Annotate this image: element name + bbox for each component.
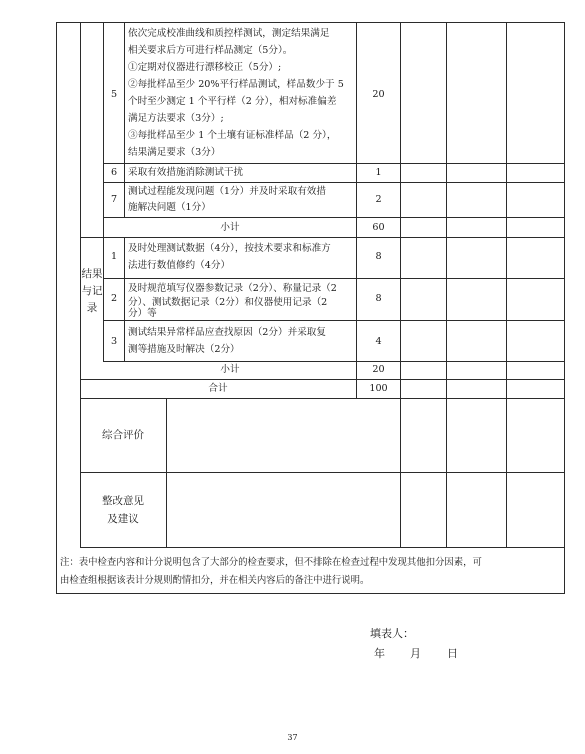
rectification-label-line2: 及建议: [107, 513, 139, 525]
row-7-number: 7: [110, 194, 118, 205]
rule-rec2-bottom: [103, 320, 565, 321]
rule-row7-bottom: [103, 217, 565, 218]
footnote-line: 由检查组根据该表计分规则酌情扣分，并在相关内容后的备注中进行说明。: [60, 575, 370, 586]
rule-rec1-bottom: [103, 278, 565, 279]
record-1-score: 8: [375, 251, 382, 262]
record-2-number: 2: [110, 293, 118, 304]
subtotal-label: 小计: [220, 222, 240, 233]
row-6-content-line: 采取有效措施消除测试干扰: [128, 167, 244, 178]
rule-subtotal2-bottom: [80, 379, 565, 380]
subtotal-label: 小计: [220, 364, 240, 375]
row-5-content-line: 满足方法要求（3分）;: [128, 113, 224, 124]
row-7-score: 2: [375, 194, 382, 205]
page-number: 37: [287, 733, 298, 742]
rule-row5-bottom: [103, 163, 565, 164]
rule-score-right: [400, 22, 401, 547]
row-5-score: 20: [372, 89, 385, 100]
rule-content-left-rec: [124, 237, 125, 361]
rectification-label-line1: 整改意见: [102, 495, 144, 507]
rule-subtotal1-bottom: [80, 237, 565, 238]
row-5-content-line: ②每批样品至少 20%平行样品测试，样品数少于 5: [128, 79, 344, 90]
row-5-content-line: ①定期对仪器进行漂移校正（5分）;: [128, 62, 282, 73]
rule-content-left: [124, 22, 125, 217]
row-7-content-line: 施解决问题（1分）: [128, 202, 211, 213]
footnote-line: 注：表中检查内容和计分说明包含了大部分的检查要求，但不排除在检查过程中发现其他扣分因素，可: [60, 557, 482, 568]
rule-col-extra2: [506, 22, 507, 547]
form-filler-label: 填表人：: [370, 627, 414, 640]
date-day-label: 日: [447, 647, 458, 660]
row-5-content-line: 个时至少测定 1 个平行样（2 分），相对标准偏差: [128, 96, 337, 107]
rule-col-extra1: [446, 22, 447, 547]
subtotal-score: 60: [372, 222, 385, 233]
record-2-content-line: 分）、测试数据记录（2分）和仪器使用记录（2: [128, 297, 328, 308]
overall-evaluation-label: 综合评价: [102, 429, 144, 441]
date-month-label: 月: [410, 647, 421, 660]
rule-outer-left: [56, 22, 57, 593]
footnote: [60, 554, 565, 590]
record-2-score: 8: [375, 293, 382, 304]
record-3-content-line: 测试结果异常样品应查找原因（2分）并采取复: [128, 327, 326, 338]
record-1-content-line: 及时处理测试数据（4分），按技术要求和标准方: [128, 243, 331, 254]
total-label: 合计: [208, 383, 228, 394]
row-6-number: 6: [110, 167, 118, 178]
record-3-score: 4: [375, 336, 382, 347]
record-2-content-line: 分）等: [128, 308, 157, 319]
row-7-content-line: 测试过程能发现问题（1分）并及时采取有效措: [128, 186, 326, 197]
row-5-content-line: ③每批样品至少 1 个土壤有证标准样品（2 分），: [128, 130, 337, 141]
rule-overall-bottom: [80, 472, 565, 473]
row-5-content-line: 相关要求后方可进行样品测定（5分）。: [128, 45, 293, 56]
rule-total-bottom: [80, 398, 565, 399]
record-1-number: 1: [110, 251, 118, 262]
row-5-number: 5: [110, 89, 118, 100]
record-2-content-line: 及时规范填写仪器参数记录（2分）、称量记录（2: [128, 283, 337, 294]
row-6-score: 1: [375, 167, 382, 178]
record-3-number: 3: [110, 336, 118, 347]
total-score: 100: [369, 383, 388, 394]
rule-top: [56, 22, 565, 23]
row-5-content-line: 依次完成校准曲线和质控样测试，测定结果满足: [128, 28, 330, 39]
row-5-content-line: 结果满足要求（3分）: [128, 147, 221, 158]
group-label-results-records: 结果与记录: [81, 268, 103, 314]
subtotal-score: 20: [372, 364, 385, 375]
rule-note-bottom: [56, 593, 565, 594]
rule-row6-bottom: [103, 182, 565, 183]
date-year-label: 年: [374, 647, 385, 660]
record-3-content-line: 测等措施及时解决（2分）: [128, 344, 240, 355]
rule-outer-right: [564, 22, 565, 593]
record-1-content-line: 法进行数值修约（4分）: [128, 260, 231, 271]
rule-label-divider: [166, 398, 167, 547]
rule-rectify-bottom: [80, 547, 565, 548]
